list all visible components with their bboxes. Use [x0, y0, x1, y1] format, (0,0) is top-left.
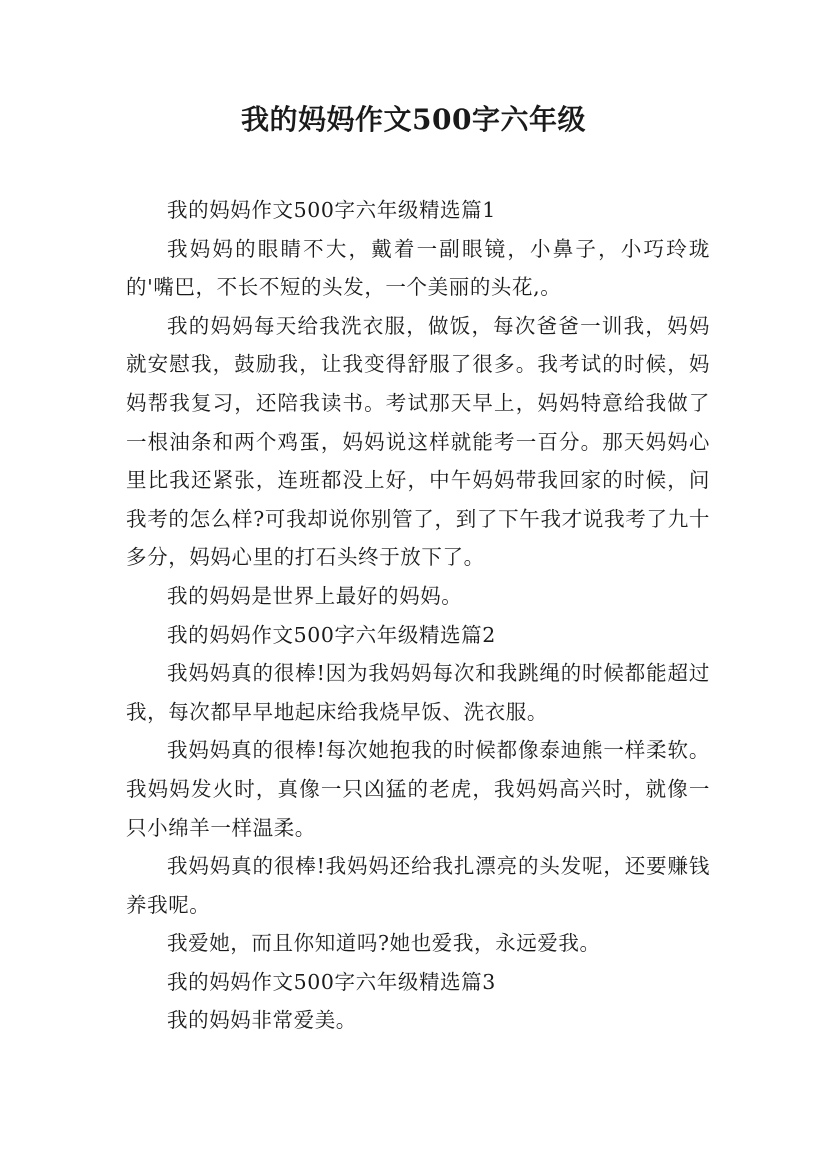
paragraph: 我妈妈真的很棒!每次她抱我的时候都像泰迪熊一样柔软。我妈妈发火时，真像一只凶猛的老虎，我妈妈高兴时，就像一只小绵羊一样温柔。 — [126, 738, 710, 840]
section-heading-2: 我的妈妈作文500字六年级精选篇2 — [167, 622, 496, 647]
paragraph: 我的妈妈非常爱美。 — [167, 1008, 357, 1033]
paragraph: 我爱她，而且你知道吗?她也爱我，永远爱我。 — [167, 931, 601, 956]
section-heading-1: 我的妈妈作文500字六年级精选篇1 — [167, 198, 496, 222]
paragraph: 我的妈妈每天给我洗衣服，做饭，每次爸爸一训我，妈妈就安慰我，鼓励我，让我变得舒服了很多。我考试的时候，妈妈帮我复习，还陪我读书。考试那天早上，妈妈特意给我做了一根油条和两个鸡蛋，妈妈说这样就能考一百分。那天妈妈心里比我还紧张，连班都没上好，中午妈妈带我回家的时候，问我考的怎么样?可我却说你别管了，到了下午我才说我考了九十多分，妈妈心里的打石头终于放下了。 — [126, 313, 710, 570]
paragraph: 我妈妈真的很棒!因为我妈妈每次和我跳绳的时候都能超过我，每次都早早地起床给我烧早饭、洗衣服。 — [126, 661, 710, 724]
section-heading-3: 我的妈妈作文500字六年级精选篇3 — [167, 969, 496, 994]
document-title: 我的妈妈作文500字六年级 — [241, 103, 586, 136]
paragraph: 我妈妈的眼睛不大，戴着一副眼镜，小鼻子，小巧玲珑的'嘴巴，不长不短的头发，一个美丽的头花,。 — [126, 236, 710, 300]
paragraph: 我的妈妈是世界上最好的妈妈。 — [167, 583, 463, 608]
document-body — [126, 191, 710, 1040]
paragraph: 我妈妈真的很棒!我妈妈还给我扎漂亮的头发呢，还要赚钱养我呢。 — [126, 854, 710, 917]
